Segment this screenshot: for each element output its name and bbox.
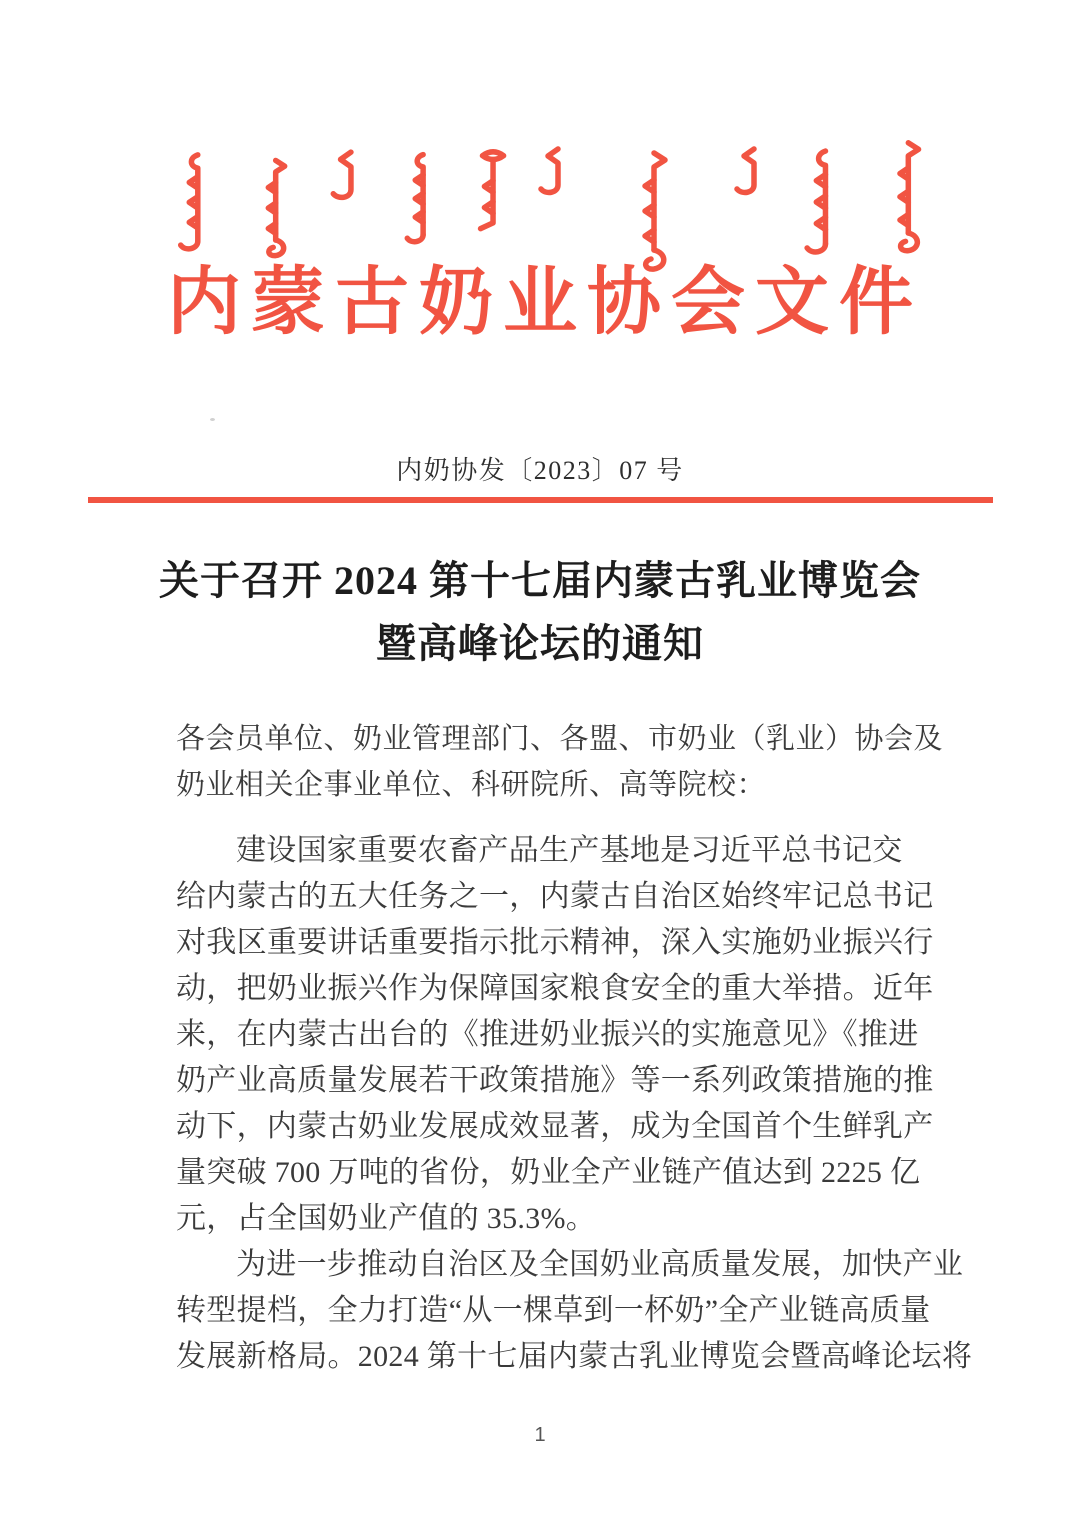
body-line: 量突破 700 万吨的省份，奶业全产业链产值达到 2225 亿 xyxy=(176,1156,921,1189)
body-line: 转型提档，全力打造“从一棵草到一杯奶”全产业链高质量 xyxy=(176,1294,931,1327)
org-title: 内蒙古奶业协会文件 xyxy=(167,262,923,344)
mongolian-word xyxy=(645,153,665,269)
mongolian-word xyxy=(181,155,198,249)
body-line: 给内蒙古的五大任务之一，内蒙古自治区始终牢记总书记 xyxy=(176,880,934,913)
red-divider-rule xyxy=(88,497,993,503)
body-line: 为进一步推动自治区及全国奶业高质量发展，加快产业 xyxy=(236,1248,964,1281)
body-line: 元，占全国奶业产值的 35.3%。 xyxy=(176,1202,597,1235)
document-title xyxy=(0,549,1080,675)
mongolian-word xyxy=(333,152,351,197)
body-text xyxy=(176,828,973,1380)
mongolian-word xyxy=(268,160,284,255)
mongolian-word xyxy=(541,149,558,192)
body-line: 奶产业高质量发展若干政策措施》等一系列政策措施的推 xyxy=(176,1064,934,1097)
body-line: 动下，内蒙古奶业发展成效显著，成为全国首个生鲜乳产 xyxy=(176,1110,934,1143)
mongolian-word xyxy=(407,155,423,242)
mongolian-word xyxy=(481,152,504,229)
salutation-line: 各会员单位、奶业管理部门、各盟、市奶业（乳业）协会及 xyxy=(176,723,944,755)
mongolian-word xyxy=(807,151,825,252)
page-number: 1 xyxy=(534,1424,546,1446)
salutation-line: 奶业相关企事业单位、科研院所、高等院校： xyxy=(176,769,767,801)
scan-speck xyxy=(210,418,215,421)
salutation xyxy=(176,716,946,808)
body-line: 建设国家重要农畜产品生产基地是习近平总书记交 xyxy=(236,834,903,867)
document-title-line-2: 暨高峰论坛的通知 xyxy=(376,621,704,666)
body-line: 来，在内蒙古出台的《推进奶业振兴的实施意见》《推进 xyxy=(176,1018,919,1051)
body-line: 发展新格局。2024 第十七届内蒙古乳业博览会暨高峰论坛将 xyxy=(176,1340,973,1373)
body-line: 动，把奶业振兴作为保障国家粮食安全的重大举措。近年 xyxy=(176,972,934,1005)
mongolian-word xyxy=(737,149,754,192)
document-title-line-1: 关于召开 2024 第十七届内蒙古乳业博览会 xyxy=(159,558,921,603)
body-line: 对我区重要讲话重要指示批示精神，深入实施奶业振兴行 xyxy=(176,926,934,959)
doc-number: 内奶协发〔2023〕07 号 xyxy=(396,456,684,485)
mongolian-word xyxy=(900,143,919,251)
mongolian-script-banner xyxy=(0,0,1080,300)
